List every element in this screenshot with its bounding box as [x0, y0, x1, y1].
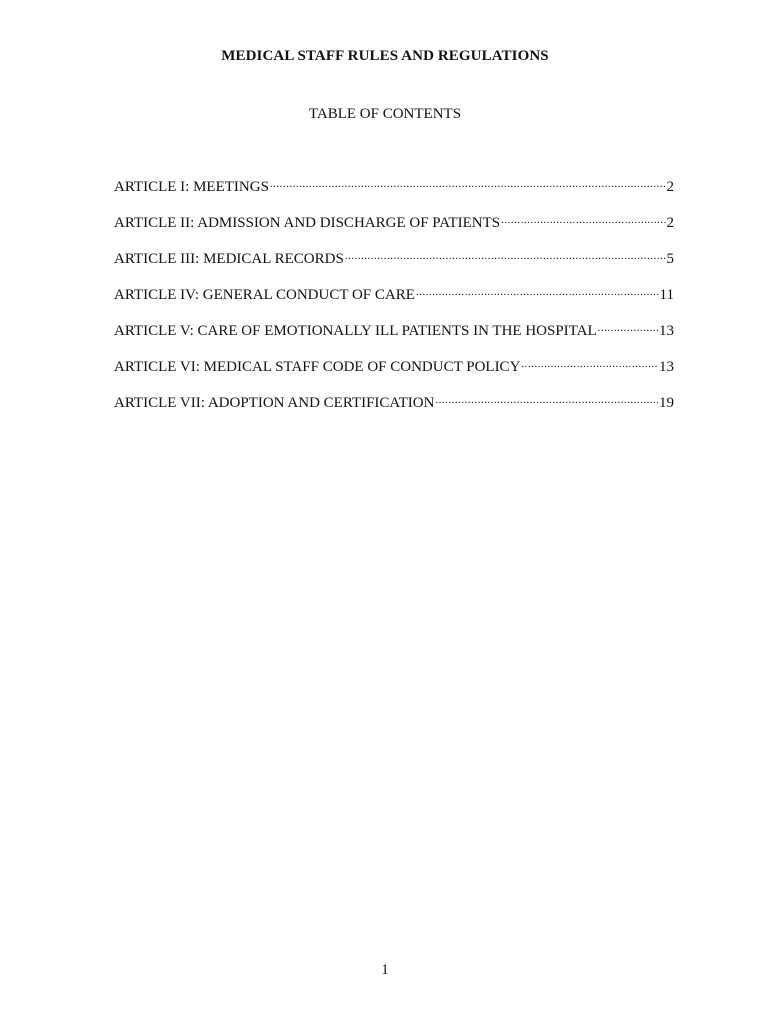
dot-leader — [501, 212, 665, 227]
toc-entry-page: 19 — [659, 395, 674, 411]
toc-entry-label: ARTICLE VI: MEDICAL STAFF CODE OF CONDUCT POLICY — [114, 359, 521, 375]
toc-list — [114, 176, 674, 428]
toc-entry-article-7[interactable] — [114, 392, 674, 428]
toc-entry-label: ARTICLE VII: ADOPTION AND CERTIFICATION — [114, 395, 435, 411]
toc-entry-article-4[interactable] — [114, 284, 674, 320]
dot-leader — [521, 356, 658, 371]
toc-entry-page: 2 — [666, 179, 674, 195]
toc-entry-label: ARTICLE IV: GENERAL CONDUCT OF CARE — [114, 287, 415, 303]
page-number: 1 — [381, 962, 389, 978]
dot-leader — [345, 248, 666, 263]
toc-entry-label: ARTICLE V: CARE OF EMOTIONALLY ILL PATIENTS IN THE HOSPITAL — [114, 323, 597, 339]
toc-entry-label: ARTICLE II: ADMISSION AND DISCHARGE OF PATIENTS — [114, 215, 501, 231]
toc-entry-article-1[interactable] — [114, 176, 674, 212]
dot-leader — [435, 392, 658, 407]
document-title: MEDICAL STAFF RULES AND REGULATIONS — [221, 48, 549, 64]
toc-entry-page: 2 — [666, 215, 674, 231]
toc-heading: TABLE OF CONTENTS — [308, 106, 462, 122]
dot-leader — [270, 176, 666, 191]
toc-entry-page: 11 — [659, 287, 674, 303]
toc-entry-article-5[interactable] — [114, 320, 674, 356]
toc-entry-page: 5 — [666, 251, 674, 267]
dot-leader — [416, 284, 659, 299]
toc-entry-label: ARTICLE I: MEETINGS — [114, 179, 269, 195]
toc-entry-label: ARTICLE III: MEDICAL RECORDS — [114, 251, 344, 267]
toc-entry-article-6[interactable] — [114, 356, 674, 392]
toc-entry-page: 13 — [659, 359, 674, 375]
toc-entry-page: 13 — [659, 323, 674, 339]
dot-leader — [598, 320, 658, 335]
toc-entry-article-2[interactable] — [114, 212, 674, 248]
toc-entry-article-3[interactable] — [114, 248, 674, 284]
